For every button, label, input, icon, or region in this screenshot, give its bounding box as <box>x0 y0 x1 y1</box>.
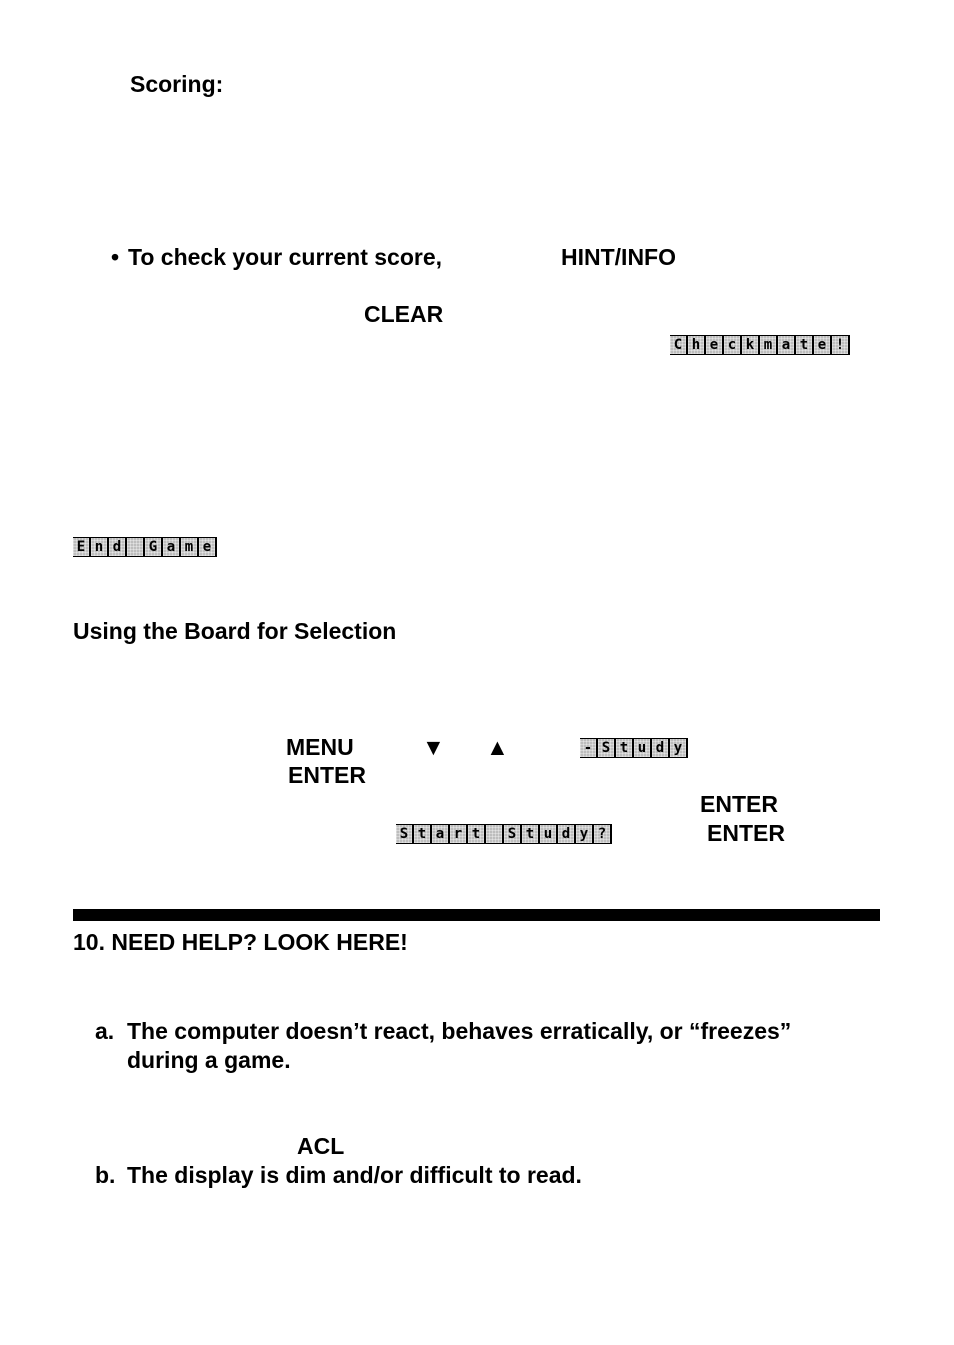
lcd-char: y <box>670 739 686 757</box>
lcd-char: n <box>91 538 107 556</box>
lcd-char: ! <box>832 336 848 354</box>
lcd-study <box>580 738 688 758</box>
lcd-char: d <box>558 825 574 843</box>
lcd-char: t <box>414 825 430 843</box>
lcd-char <box>486 825 502 843</box>
lcd-char: y <box>576 825 592 843</box>
lcd-char: t <box>796 336 812 354</box>
lcd-char: C <box>670 336 686 354</box>
up-arrow-icon: ▲ <box>486 734 509 760</box>
lcd-char: h <box>688 336 704 354</box>
item-a-marker: a. <box>95 1018 115 1044</box>
clear-key: CLEAR <box>364 301 444 327</box>
lcd-char: - <box>580 739 596 757</box>
lcd-char: t <box>616 739 632 757</box>
lcd-char: a <box>778 336 794 354</box>
lcd-char: u <box>540 825 556 843</box>
menu-key: MENU <box>286 734 354 760</box>
enter-key-2: ENTER <box>700 791 778 817</box>
item-b-text: The display is dim and/or difficult to read. <box>127 1162 582 1188</box>
help-heading: 10. NEED HELP? LOOK HERE! <box>73 929 408 955</box>
lcd-char: e <box>199 538 215 556</box>
enter-key-1: ENTER <box>288 762 366 788</box>
lcd-start-study <box>396 824 612 844</box>
board-selection-heading: Using the Board for Selection <box>73 618 397 644</box>
lcd-char: t <box>468 825 484 843</box>
hint-info-key: HINT/INFO <box>561 244 676 270</box>
lcd-char: k <box>742 336 758 354</box>
bullet: • <box>111 244 120 270</box>
lcd-char: m <box>760 336 776 354</box>
check-score-text: To check your current score, <box>128 244 443 270</box>
item-a-line2: during a game. <box>127 1047 291 1073</box>
scoring-heading: Scoring: <box>130 71 224 97</box>
lcd-char: G <box>145 538 161 556</box>
lcd-char: E <box>73 538 89 556</box>
enter-key-3: ENTER <box>707 820 785 846</box>
lcd-char: S <box>504 825 520 843</box>
lcd-char: u <box>634 739 650 757</box>
lcd-char: S <box>598 739 614 757</box>
lcd-char: e <box>706 336 722 354</box>
acl-key: ACL <box>297 1133 345 1159</box>
lcd-char: ? <box>594 825 610 843</box>
lcd-end-game <box>73 537 217 557</box>
lcd-char: e <box>814 336 830 354</box>
section-divider <box>73 909 880 921</box>
lcd-char: S <box>396 825 412 843</box>
lcd-char: m <box>181 538 197 556</box>
lcd-char: t <box>522 825 538 843</box>
lcd-char: a <box>163 538 179 556</box>
item-a-line1: The computer doesn’t react, behaves erratically, or “freezes” <box>127 1018 792 1044</box>
lcd-checkmate <box>670 335 850 355</box>
item-b-marker: b. <box>95 1162 116 1188</box>
lcd-char: d <box>109 538 125 556</box>
down-arrow-icon: ▼ <box>422 734 445 760</box>
lcd-char <box>127 538 143 556</box>
lcd-char: d <box>652 739 668 757</box>
lcd-char: r <box>450 825 466 843</box>
lcd-char: a <box>432 825 448 843</box>
lcd-char: c <box>724 336 740 354</box>
